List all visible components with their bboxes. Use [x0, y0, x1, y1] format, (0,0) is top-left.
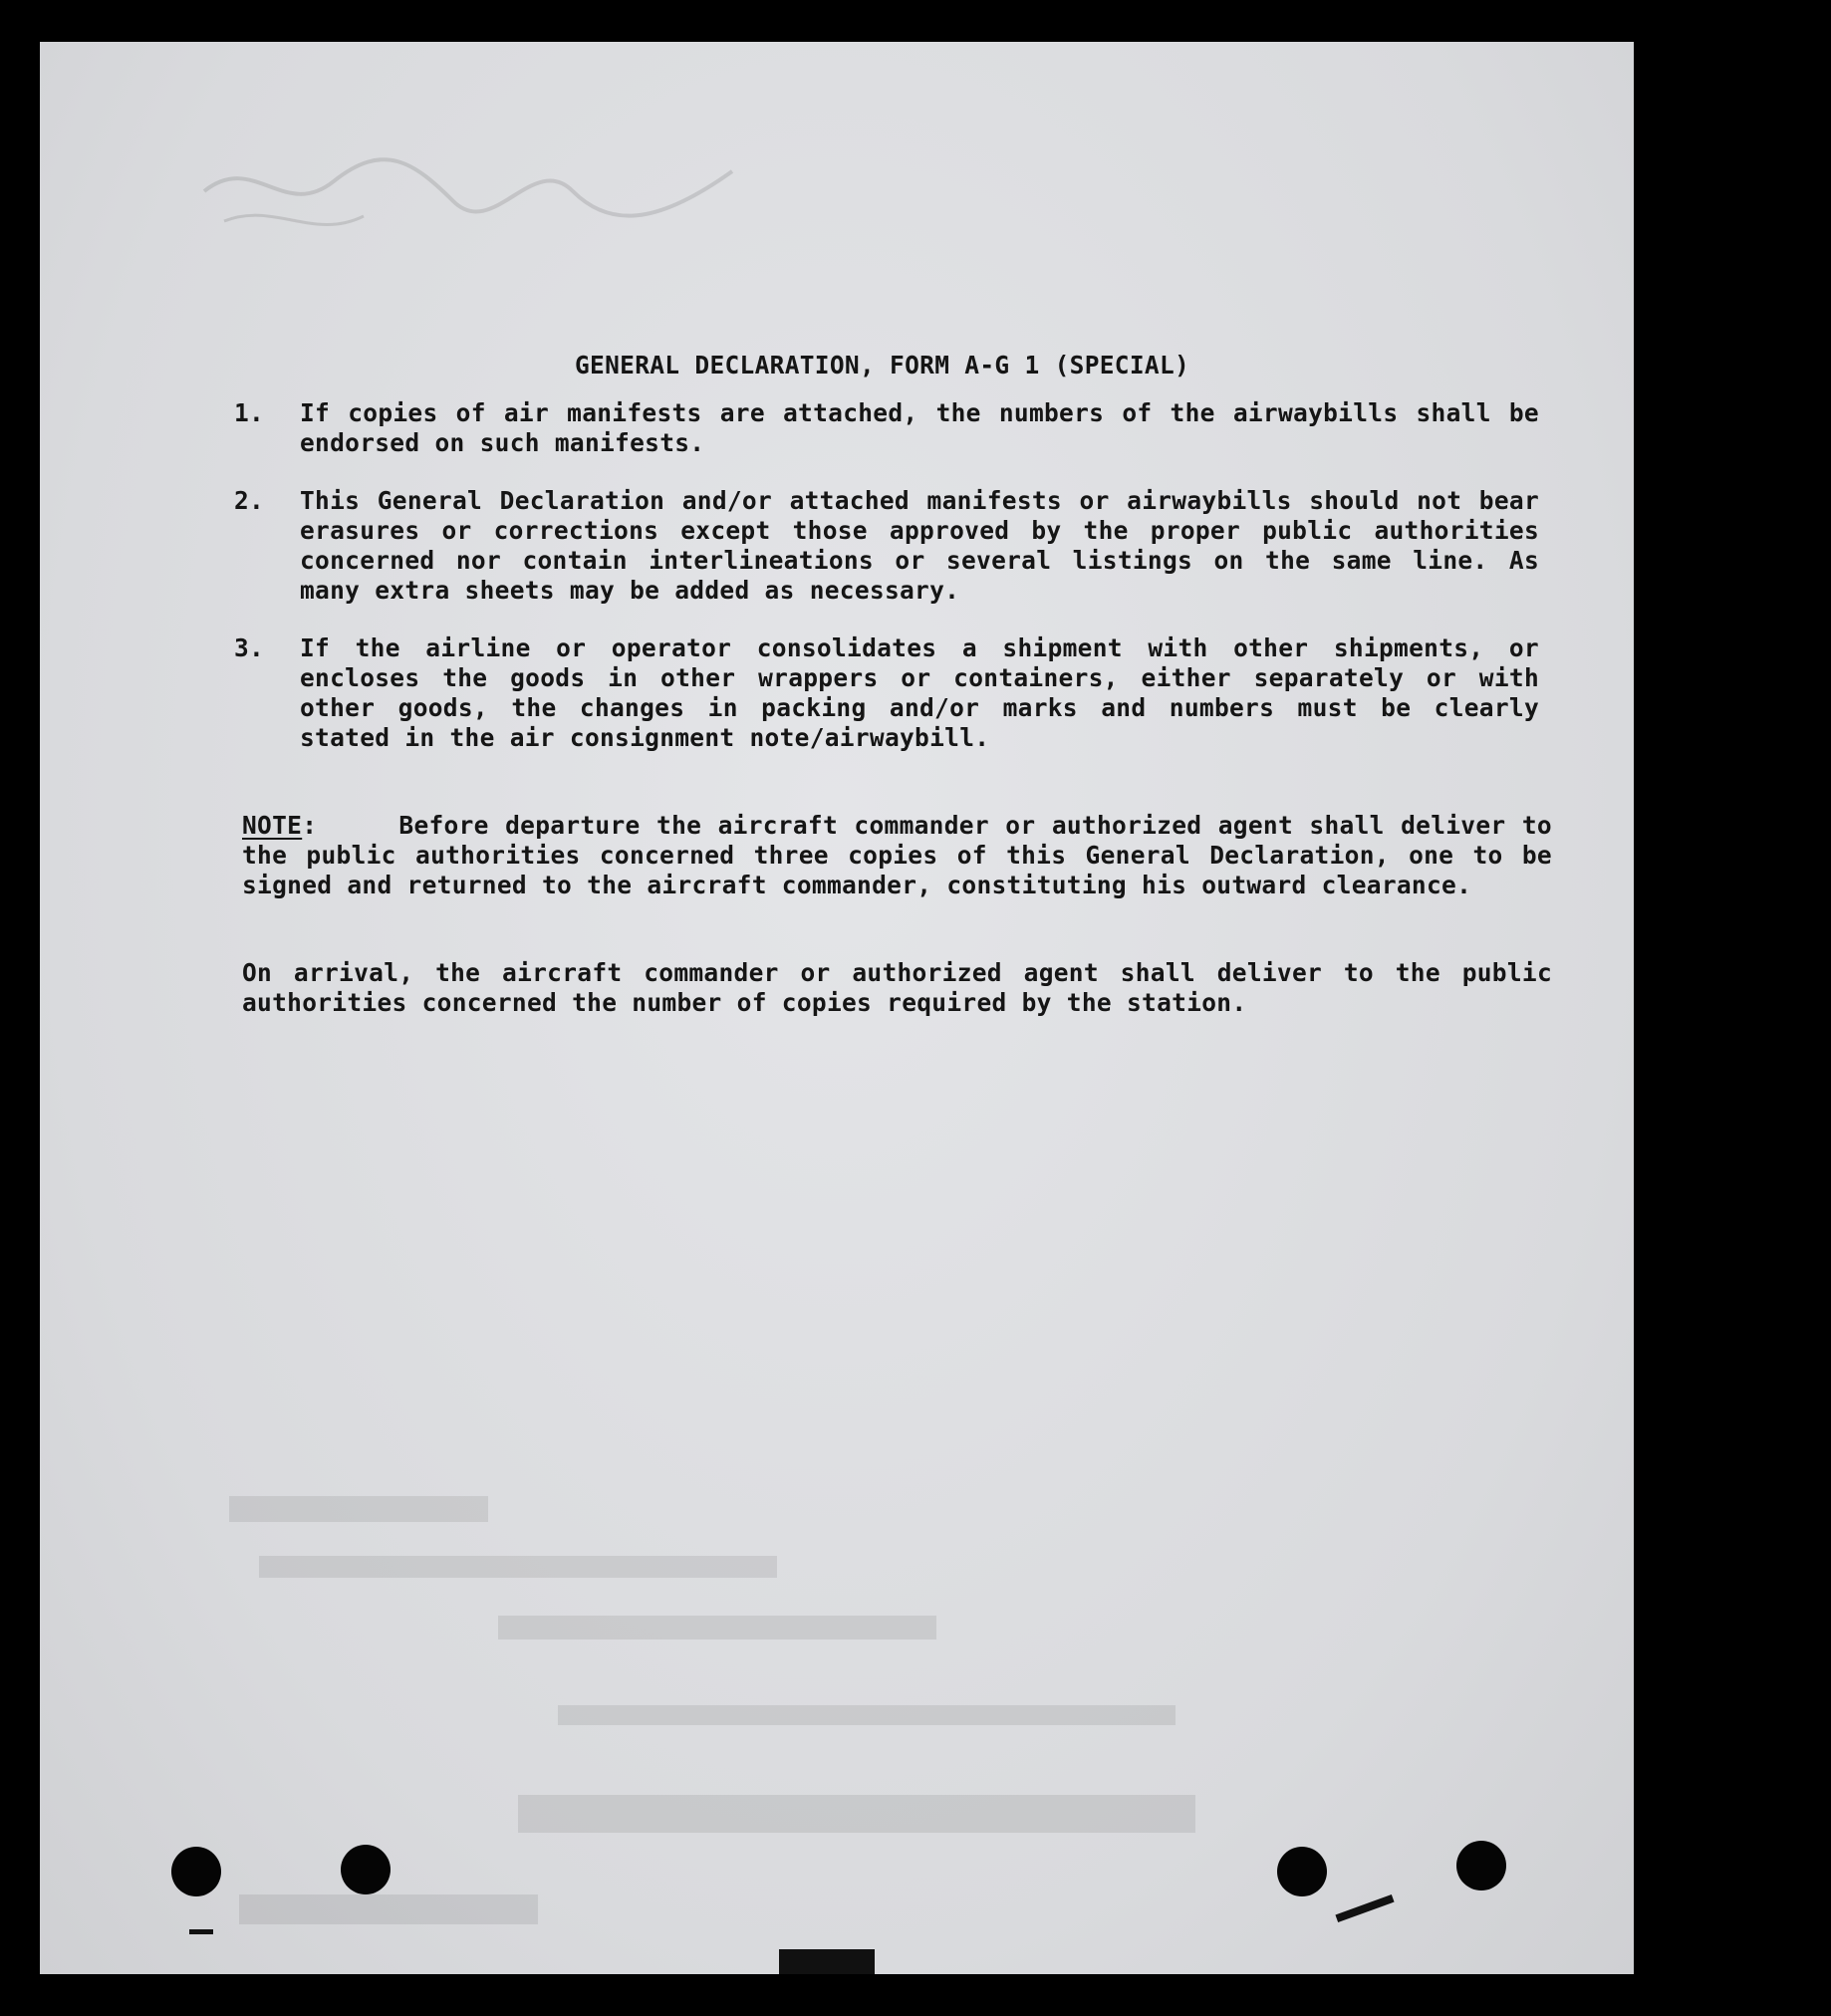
list-item — [234, 486, 1559, 606]
arrival-paragraph: On arrival, the aircraft commander or authorized agent shall deliver to the public authorities concerned the number of copies required by the station. — [242, 958, 1552, 1017]
note-paragraph — [242, 811, 1552, 900]
item-number: 2. — [234, 486, 265, 515]
list-item — [234, 633, 1559, 753]
item-number: 3. — [234, 633, 265, 662]
ink-smudge — [189, 1929, 213, 1934]
item-number: 1. — [234, 398, 265, 427]
faint-handwriting-mark — [194, 131, 752, 261]
note-text: Before departure the aircraft commander or authorized agent shall deliver to the public authorities concerned three copies of this General Declaration, one to be signed and returned to the aircraft commander, constituting his outward clearance. — [242, 811, 1552, 899]
item-text: If copies of air manifests are attached, the numbers of the airwaybills shall be endorsed on such manifests. — [300, 398, 1539, 457]
ink-smudge — [779, 1949, 875, 1974]
item-text: This General Declaration and/or attached manifests or airwaybills should not bear erasures or corrections except those approved by the proper public authorities concerned nor contain interlineations or several listings on the same line. As many extra sheets may be added as necessary. — [300, 486, 1539, 605]
list-item — [234, 398, 1559, 458]
punch-hole — [1277, 1847, 1327, 1896]
punch-hole — [1456, 1841, 1506, 1890]
punch-hole — [171, 1847, 221, 1896]
punch-hole — [341, 1845, 391, 1894]
item-text: If the airline or operator consolidates a shipment with other shipments, or encloses the goods in other wrappers or containers, either separately or with other goods, the changes in packing and/or marks and numbers must be clearly stated in the air consignment note/airwaybill. — [300, 633, 1539, 752]
note-separator: : — [302, 811, 318, 840]
page-title: GENERAL DECLARATION, FORM A-G 1 (SPECIAL) — [575, 351, 1190, 379]
note-label: NOTE — [242, 811, 303, 840]
document-page — [40, 42, 1634, 1974]
